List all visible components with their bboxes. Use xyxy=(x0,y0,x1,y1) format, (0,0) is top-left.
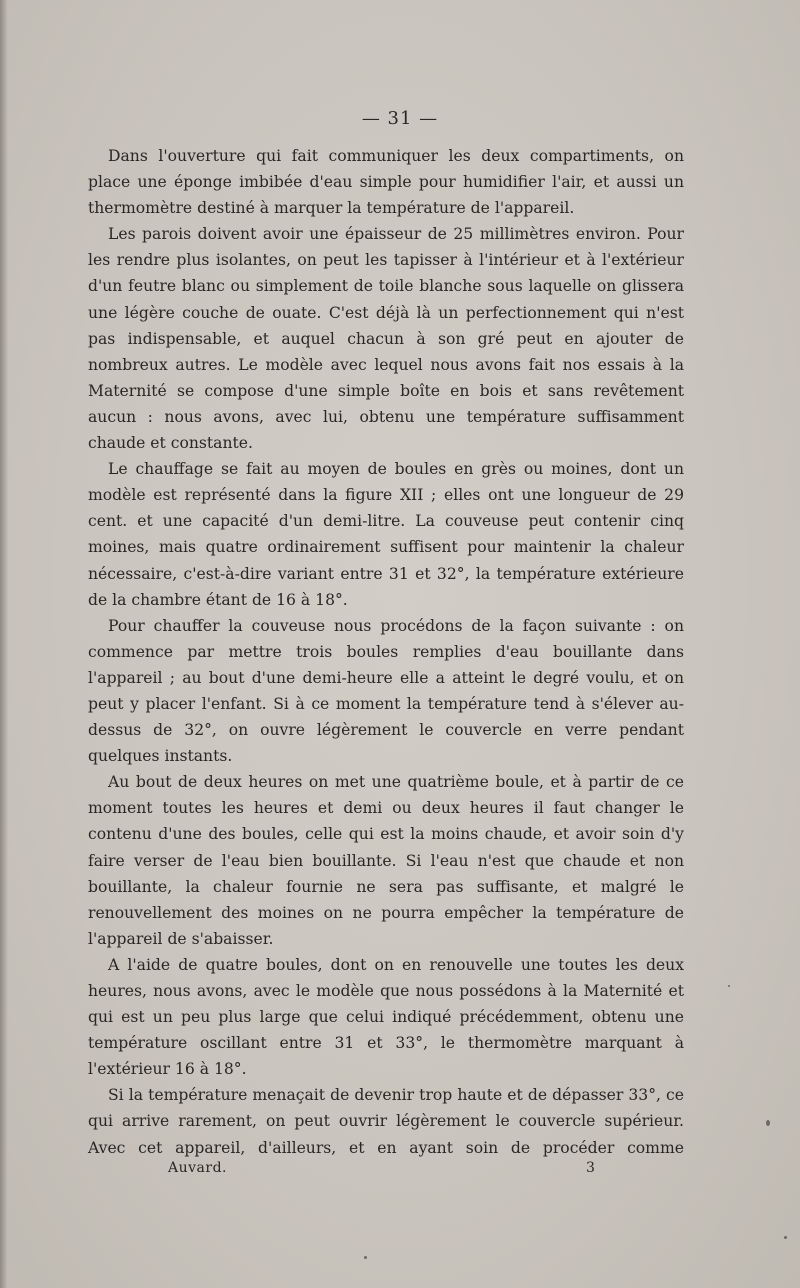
footer-author: Auvard. xyxy=(168,1160,227,1176)
paper-speck xyxy=(766,1120,770,1126)
page-number: — 31 — xyxy=(361,108,439,129)
page-binding-edge xyxy=(0,0,8,1288)
body-text xyxy=(88,143,684,1161)
paper-speck xyxy=(364,1256,367,1259)
paragraph-3: Le chauffage se fait au moyen de boules en grès ou moines, dont un modèle est représenté dans la figure XII ; elles ont une longueur de 29 cent. et une capacité d'un demi-litre. La couveuse peut contenir cinq moines, mais quatre ordinairement suffisent pour maintenir la chaleur nécessaire, c'est-à-dire variant entre 31 et 32°, la température extérieure de la chambre étant de 16 à 18°. xyxy=(88,460,684,609)
footer-signature-mark: 3 xyxy=(586,1160,596,1176)
paragraph-6: A l'aide de quatre boules, dont on en renouvelle une toutes les deux heures, nous avons, avec le modèle que nous possédons à la Maternité et qui est un peu plus large que celui indiqué précédemment, obtenu une température oscillant entre 31 et 33°, le thermomètre marquant à l'extérieur 16 à 18°. xyxy=(88,955,684,1079)
paper-speck xyxy=(728,985,730,987)
paper-speck xyxy=(784,1236,787,1239)
paragraph-1: Dans l'ouverture qui fait communiquer les deux compartiments, on place une éponge imbibée d'eau simple pour humidifier l'air, et aussi un thermomètre destiné à marquer la température de l'appareil. xyxy=(88,147,684,218)
paragraph-5: Au bout de deux heures on met une quatrième boule, et à partir de ce moment toutes les heures et demi ou deux heures il faut changer le contenu d'une des boules, celle qui est la moins chaude, et avoir soin d'y faire verser de l'eau bien bouillante. Si l'eau n'est que chaude et non bouillante, la chaleur fournie ne sera pas suffisante, et malgré le renouvellement des moines on ne pourra empêcher la température de l'appareil de s'abaisser. xyxy=(88,773,684,948)
paragraph-2: Les parois doivent avoir une épaisseur de 25 millimètres environ. Pour les rendre plus isolantes, on peut les tapisser à l'intérieur et à l'extérieur d'un feutre blanc ou simplement de toile blanche sous laquelle on glissera une légère couche de ouate. C'est déjà là un perfectionnement qui n'est pas indispensable, et auquel chacun à son gré peut en ajouter de nombreux autres. Le modèle avec lequel nous avons fait nos essais à la Maternité se compose d'une simple boîte en bois et sans revêtement aucun : nous avons, avec lui, obtenu une température suffisamment chaude et constante. xyxy=(88,225,684,453)
paragraph-7: Si la température menaçait de devenir trop haute et de dépasser 33°, ce qui arrive rarement, on peut ouvrir légèrement le couvercle supérieur. Avec cet appareil, d'ailleurs, et en ayant soin de procéder comme xyxy=(88,1086,684,1157)
paragraph-4: Pour chauffer la couveuse nous procédons de la façon suivante : on commence par mettre trois boules remplies d'eau bouillante dans l'appareil ; au bout d'une demi-heure elle a atteint le degré voulu, et on peut y placer l'enfant. Si à ce moment la température tend à s'élever au-dessus de 32°, on ouvre légèrement le couvercle en verre pendant quelques instants. xyxy=(88,616,684,766)
